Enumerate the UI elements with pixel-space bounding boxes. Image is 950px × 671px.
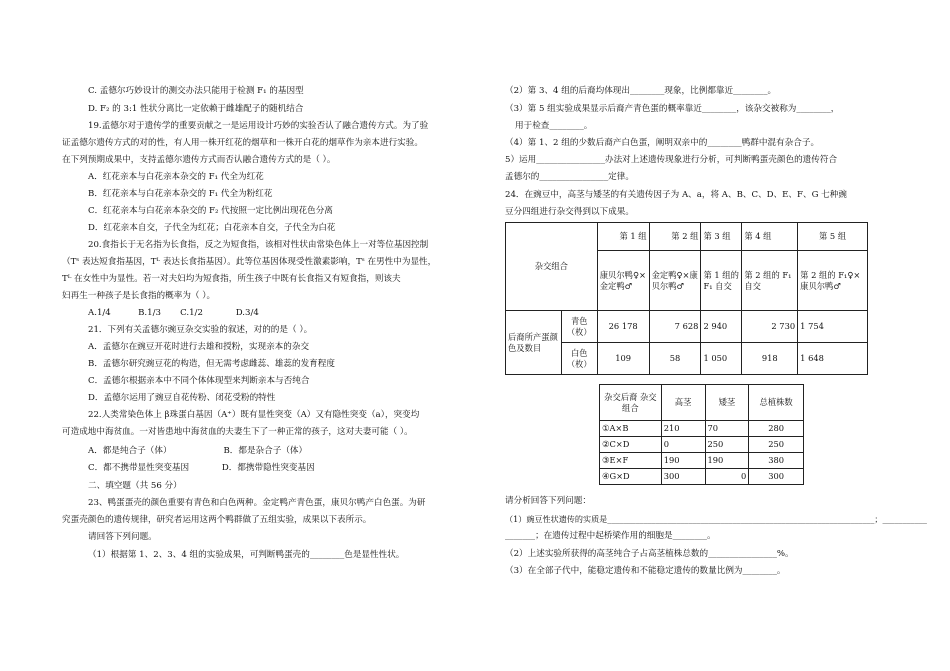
option-c: C．红花亲本与白花亲本杂交的 F₂ 代按照一定比例出现花色分离	[88, 206, 333, 216]
table-cell: 300	[749, 469, 804, 485]
group-header: 第 5 组	[798, 223, 868, 251]
cross-label: 杂交组合	[506, 223, 598, 311]
option-b: B．红花亲本与白花亲本杂交的 F₁ 代全为粉红花	[88, 189, 273, 199]
cross-desc: 第 1 组的 F₁ 自交	[701, 251, 742, 311]
text-line: （1）根据第 1、2、3、4 组的实验成果，可判断鸭蛋壳的________色是显性性状。	[88, 550, 405, 560]
table-cell: 250	[749, 437, 804, 453]
text-line: （2）上述实验所获得的高茎纯合子占高茎植株总数的________________%。	[505, 549, 794, 559]
question-19: 19.孟德尔对于遗传学的重要贡献之一是运用设计巧妙的实验否认了融合遗传方式。为了验	[88, 121, 429, 131]
cell-value: 1 754	[798, 311, 868, 343]
options-22-ab: A．都是纯合子（体） B．都是杂合子（体）	[88, 446, 308, 456]
options-22-cd: C．都不携带显性突变基因 D．都携带隐性突变基因	[88, 463, 315, 473]
text-line: （4）第 1、2 组的少数后裔产白色蛋，阐明双亲中的________鸭群中混有杂合子。	[505, 138, 820, 148]
group-header: 第 2 组	[649, 223, 701, 251]
cell-value: 1 648	[798, 343, 868, 375]
option-a: A．孟德尔在豌豆开花时进行去雄和授粉，实现亲本的杂交	[88, 342, 310, 352]
text-line: （2）第 3、4 组的后裔均体现出________现象，比例都靠近________。	[505, 86, 777, 96]
text-line: 5）运用________________办法对上述遗传现象进行分析，可判断鸭蛋壳颜色的遗传符合	[505, 155, 838, 165]
cross-desc: 第 2 组的 F₁ 自交	[742, 251, 798, 311]
text-line: Tᴸ 在女性中为显性。若一对夫妇均为短食指，所生孩子中既有长食指又有短食指，则该夫	[62, 274, 401, 284]
table-cell: 190	[705, 453, 749, 469]
text-line: 证孟德尔遗传方式的对的性，有人用一株开红花的烟草和一株开白花的烟草作为亲本进行实验。	[62, 138, 423, 148]
option-b: B．孟德尔研究豌豆花的构造，但无需考虑雌蕊、雄蕊的发育程度	[88, 359, 335, 369]
question-21: 21．下列有关孟德尔豌豆杂交实验的叙述，对的的是（ ）。	[88, 325, 313, 335]
table-cell: 190	[661, 453, 705, 469]
text-line: 豆分四组进行杂交得到以下成果。	[505, 207, 634, 217]
table-cell: 380	[749, 453, 804, 469]
text-line: （Tˢ 表达短食指基因，Tᴸ 表达长食指基因）。此等位基因体现受性激素影响，Tˢ 在男性中为显性，	[62, 257, 437, 267]
question-22: 22.人类常染色体上 β珠蛋白基因（A⁺）既有显性突变（A）又有隐性突变（a），突变均	[88, 410, 420, 420]
cell-value: 1 050	[701, 343, 742, 375]
text-line: （1）豌豆性状遗传的实质是__________________________________________________________________；___________	[505, 514, 927, 524]
group-header: 第 3 组	[701, 223, 742, 251]
table-header: 总植株数	[749, 385, 804, 421]
question-24: 24．在豌豆中，高茎与矮茎的有关遗传因子为 A、a，将 A、B、C、D、E、F、G 七种豌	[505, 190, 847, 200]
cell-value: 918	[742, 343, 798, 375]
text-line: 在下列预期成果中，支持孟德尔遗传方式而否认融合遗传方式的是（ ）。	[62, 155, 336, 165]
option-a: A．红花亲本与白花亲本杂交的 F₁ 代全为红花	[88, 172, 264, 182]
option-c: C．孟德尔根据亲本中不同个体体现型来判断亲本与否纯合	[88, 376, 310, 386]
table-cell: ②C×D	[600, 437, 662, 453]
table-header: 矮茎	[705, 385, 749, 421]
cell-value: 26 178	[597, 311, 649, 343]
text-line: 请分析回答下列问题：	[505, 496, 591, 506]
table-header: 高茎	[661, 385, 705, 421]
text-line: 孟德尔的________________定律。	[505, 172, 634, 182]
table-cell: ③E×F	[600, 453, 662, 469]
table-cell: 210	[661, 421, 705, 437]
text-line: （3）在全部子代中，能稳定遗传和不能稳定遗传的数量比例为________。	[505, 566, 786, 576]
table-cell: 0	[705, 469, 749, 485]
cross-desc: 康贝尔鸭♀×金定鸭♂	[597, 251, 649, 311]
duck-egg-table	[505, 222, 868, 375]
text-line: D. F₂ 的 3:1 性状分离比一定依赖于雌雄配子的随机结合	[88, 104, 304, 114]
question-20: 20.食指长于无名指为长食指，反之为短食指，该相对性状由常染色体上一对等位基因控制	[88, 240, 429, 250]
text-line: 可造成地中海贫血。一对皆患地中海贫血的夫妻生下了一种正常的孩子，这对夫妻可能（ ）。	[62, 427, 413, 437]
table-header: 杂交后裔 杂交组合	[600, 385, 662, 421]
offspring-label: 后裔所产蛋颜色及数目	[506, 311, 562, 375]
cell-value: 7 628	[649, 311, 701, 343]
text-line: C. 孟德尔巧妙设计的测交办法只能用于检测 F₁ 的基因型	[88, 86, 304, 96]
cross-desc: 第 2 组的 F₁♀×康贝尔鸭♂	[798, 251, 868, 311]
row-label: 白色（枚）	[561, 343, 597, 375]
table-cell: 280	[749, 421, 804, 437]
cross-desc: 金定鸭♀×康贝尔鸭♂	[649, 251, 701, 311]
option-d: D．红花亲本自交，子代全为红花；白花亲本自交，子代全为白花	[88, 223, 336, 233]
cell-value: 2 940	[701, 311, 742, 343]
table-cell: 70	[705, 421, 749, 437]
cell-value: 58	[649, 343, 701, 375]
text-line: 用于检查________。	[515, 121, 593, 131]
table-cell: 250	[705, 437, 749, 453]
options-20: A.1/4 B.1/3 C.1/2 D.3/4	[88, 308, 259, 318]
cell-value: 2 730	[742, 311, 798, 343]
text-line: 究蛋壳颜色的遗传规律，研究者运用这两个鸭群做了五组实验，成果以下表所示。	[62, 515, 372, 525]
pea-height-table	[599, 384, 804, 485]
question-23: 23、鸭蛋蛋壳的颜色重要有青色和白色两种。金定鸭产青色蛋，康贝尔鸭产白色蛋。为研	[88, 498, 426, 508]
group-header: 第 1 组	[597, 223, 649, 251]
cell-value: 109	[597, 343, 649, 375]
option-d: D．孟德尔运用了豌豆自花传粉、闭花受粉的特性	[88, 393, 276, 403]
table-cell: ④G×D	[600, 469, 662, 485]
text-line: _______；在遗传过程中起桥梁作用的细胞是________。	[505, 531, 716, 541]
table-cell: 0	[661, 437, 705, 453]
row-label: 青色（枚）	[561, 311, 597, 343]
table-cell: 300	[661, 469, 705, 485]
text-line: （3）第 5 组实验成果显示后裔产青色蛋的概率靠近________，该杂交被称为________，	[505, 104, 840, 114]
section-heading: 二、填空题（共 56 分）	[88, 481, 182, 491]
table-cell: ①A×B	[600, 421, 662, 437]
group-header: 第 4 组	[742, 223, 798, 251]
text-line: 请回答下列问题。	[88, 532, 157, 542]
text-line: 妇再生一种孩子是长食指的概率为（ ）。	[62, 291, 216, 301]
